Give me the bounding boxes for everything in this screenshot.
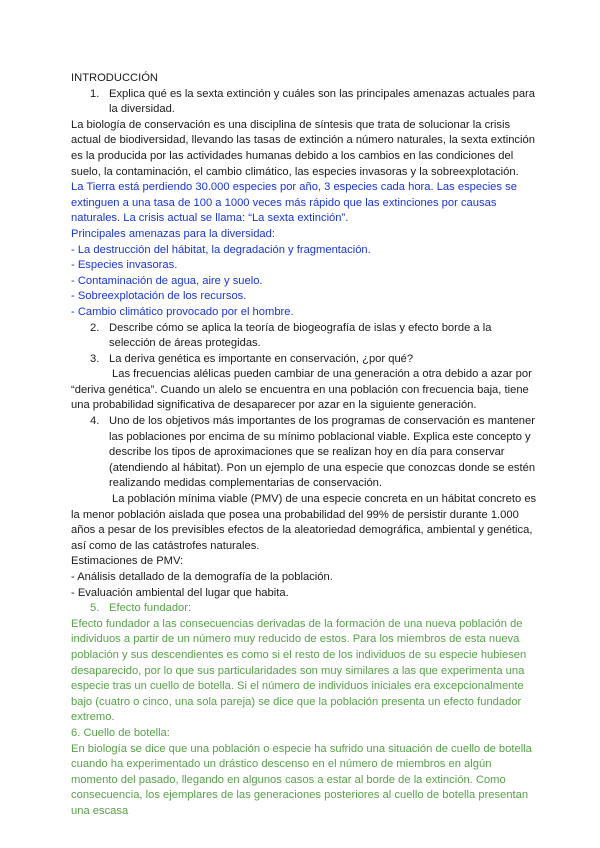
threats-title: Principales amenazas para la diversidad: xyxy=(71,227,275,240)
question-5 xyxy=(71,601,540,617)
pmv-item: - Evaluación ambiental del lugar que habita. xyxy=(71,586,289,599)
question-3 xyxy=(71,352,540,368)
threats-list xyxy=(71,243,540,321)
answer-6-paragraph: En biología se dice que una población o especie ha sufrido una situación de cuello de botella cuando ha experimentado un drástico descenso en el número de miembros en algún momento del pasado, llegando en algunos casos a estar al borde de la extinción. Como consecuencia, los ejemplares de las generaciones posteriores al cuello de botella presentan una escasa xyxy=(71,742,532,817)
threat-item: - Sobreexplotación de los recursos. xyxy=(71,290,247,303)
question-4-number: 4. xyxy=(90,415,100,428)
question-2-text: Describe cómo se aplica la teoría de biogeografía de islas y efecto borde a la selección de áreas protegidas. xyxy=(109,321,492,350)
answer-3-paragraph: Las frecuencias alélicas pueden cambiar de una generación a otra debido a azar por “deriva genética”. Cuando un alelo se encuentra en una población con frecuencia baja, tiene una probabilidad significativa de desaparecer por azar en la siguiente generación. xyxy=(71,368,532,412)
page-title: INTRODUCCIÓN xyxy=(71,72,159,84)
threat-item: - La destrucción del hábitat, la degradación y fragmentación. xyxy=(71,243,371,256)
threat-item: - Cambio climático provocado por el hombre. xyxy=(71,305,294,318)
answer-4-paragraph: La población mínima viable (PMV) de una especie concreta en un hábitat concreto es la menor población aislada que posea una probabilidad del 99% de persistir durante 1.000 años a pesar de los previsibles efectos de la aleatoriedad demográfica, ambiental y genética, así como de las catástrofes naturales. xyxy=(71,493,537,552)
question-4 xyxy=(71,414,540,492)
pmv-item: - Análisis detallado de la demografía de la población. xyxy=(71,571,333,583)
question-5-number: 5. xyxy=(90,602,100,615)
answer-1-extinction-rate: La Tierra está perdiendo 30.000 especies por año, 3 especies cada hora. Las especies se extinguen a una tasa de 100 a 1000 veces más rápido que las extinciones por causas naturales. La crisis actual se llama: “La sexta extinción”. xyxy=(71,181,517,225)
question-3-text: La deriva genética es importante en conservación, ¿por qué? xyxy=(109,352,414,365)
question-1-number: 1. xyxy=(90,87,100,100)
question-3-number: 3. xyxy=(90,352,100,365)
answer-1-paragraph: La biología de conservación es una disciplina de síntesis que trata de solucionar la crisis actual de biodiversidad, llevando las tasas de extinción a número naturales, la sexta extinción es la producida por las actividades humanas debido a los cambios en las condiciones del suelo, la contaminación, el cambio climático, las especies invasoras y la sobreexplotación. xyxy=(71,118,535,178)
threat-item: - Especies invasoras. xyxy=(71,259,178,272)
question-6-heading: 6. Cuello de botella: xyxy=(71,726,170,739)
threat-item: - Contaminación de agua, aire y suelo. xyxy=(71,274,263,287)
pmv-title: Estimaciones de PMV: xyxy=(71,555,184,568)
question-1-text: Explica qué es la sexta extinción y cuáles son las principales amenazas actuales para la diversidad. xyxy=(109,87,535,116)
question-4-text: Uno de los objetivos más importantes de los programas de conservación es mantener las poblaciones por encima de su mínimo poblacional viable. Explica este concepto y describe los tipos de aproximaciones que se realizan hoy en día para conservar (atendiendo al hábitat). Pon un ejemplo de una especie que conozcas donde se estén realizando medidas complementarias de conservación. xyxy=(109,415,536,490)
answer-5-paragraph: Efecto fundador a las consecuencias derivadas de la formación de una nueva población de individuos a partir de un número muy reducido de estos. Para los miembros de esta nueva población y sus descendientes es como si el resto de los individuos de su especie hubiesen desaparecido, por lo que sus particularidades son muy similares a las que experimenta una especie tras un cuello de botella. Si el número de individuos iniciales era excepcionalmente bajo (cuatro o cinco, una sola pareja) se dice que la población presenta un efecto fundador extremo. xyxy=(71,617,527,724)
question-5-text: Efecto fundador: xyxy=(109,602,192,615)
question-2 xyxy=(71,321,540,352)
question-1 xyxy=(71,87,540,118)
question-2-number: 2. xyxy=(90,321,100,334)
